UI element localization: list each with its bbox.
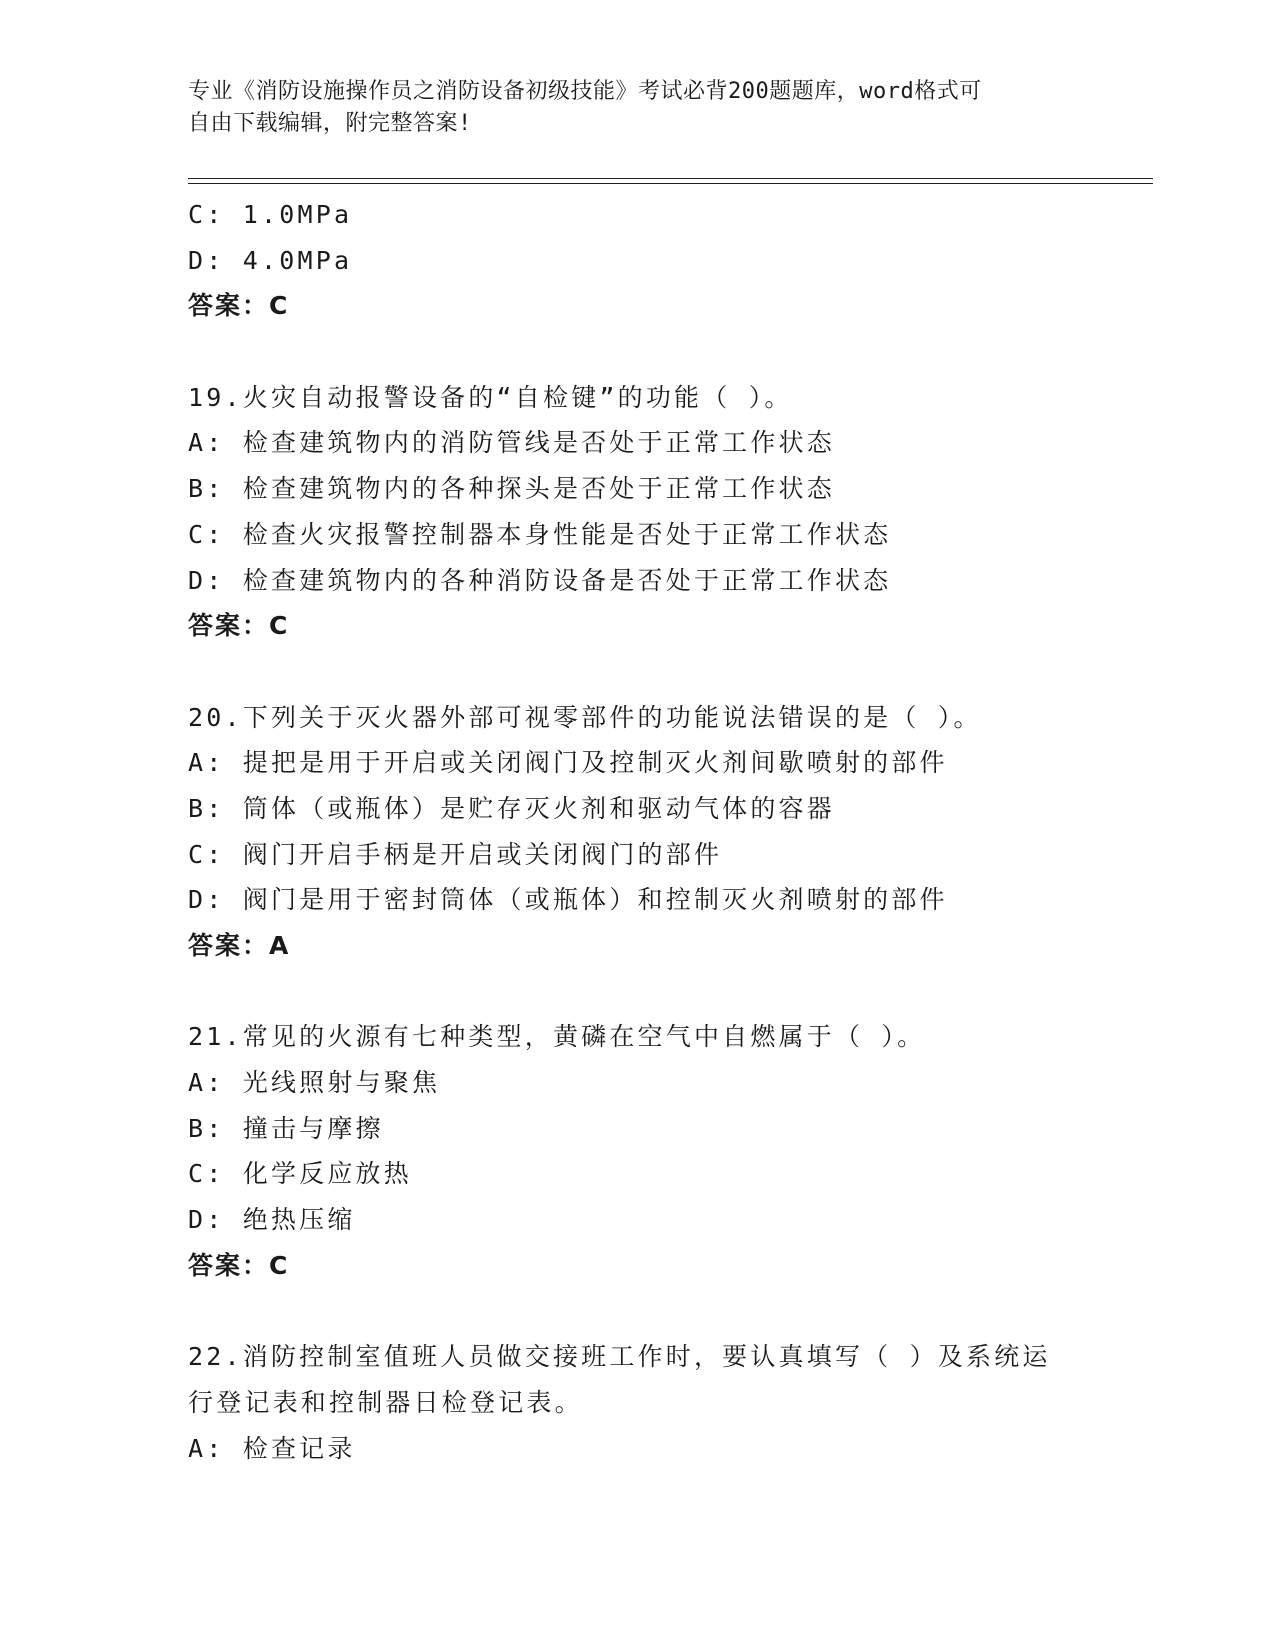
- question-stem: 20.下列关于灭火器外部可视零部件的功能说法错误的是（ ）。: [188, 702, 982, 732]
- option-d: D: 4.0MPa: [188, 245, 353, 275]
- answer-label: 答案：C: [188, 291, 290, 321]
- option-c: C: 化学反应放热: [188, 1159, 412, 1189]
- question-stem-line-1: 22.消防控制室值班人员做交接班工作时，要认真填写（ ）及系统运: [188, 1342, 1051, 1372]
- spacer: [188, 649, 1153, 695]
- answer-label: 答案：C: [188, 1250, 290, 1280]
- page-header: [188, 76, 1088, 140]
- question-block-22: [188, 1334, 1153, 1471]
- spacer: [188, 329, 1153, 375]
- option-c: C: 阀门开启手柄是开启或关闭阀门的部件: [188, 839, 723, 869]
- option-c: C: 检查火灾报警控制器本身性能是否处于正常工作状态: [188, 519, 892, 549]
- option-d: D: 检查建筑物内的各种消防设备是否处于正常工作状态: [188, 565, 892, 595]
- option-a: A: 检查记录: [188, 1433, 356, 1463]
- question-stem: 21.常见的火源有七种类型，黄磷在空气中自燃属于（ ）。: [188, 1022, 926, 1052]
- question-stem: 19.火灾自动报警设备的“自检键”的功能（ ）。: [188, 382, 793, 412]
- question-block-19: [188, 375, 1153, 649]
- option-d: D: 阀门是用于密封筒体（或瓶体）和控制灭火剂喷射的部件: [188, 885, 948, 915]
- option-a: A: 提把是用于开启或关闭阀门及控制灭火剂间歇喷射的部件: [188, 748, 948, 778]
- header-title-line-1: 专业《消防设施操作员之消防设备初级技能》考试必背200题题库，word格式可: [188, 79, 982, 104]
- option-a: A: 光线照射与聚焦: [188, 1068, 441, 1098]
- option-b: B: 检查建筑物内的各种探头是否处于正常工作状态: [188, 474, 835, 504]
- spacer: [188, 1289, 1153, 1335]
- option-b: B: 撞击与摩擦: [188, 1113, 384, 1143]
- header-title-line-2: 自由下载编辑，附完整答案!: [188, 111, 472, 136]
- option-b: B: 筒体（或瓶体）是贮存灭火剂和驱动气体的容器: [188, 793, 835, 823]
- question-list: [188, 192, 1153, 1471]
- option-a: A: 检查建筑物内的消防管线是否处于正常工作状态: [188, 428, 835, 458]
- header-divider-top: [188, 178, 1153, 179]
- question-block-18: [188, 192, 1153, 329]
- question-block-21: [188, 1014, 1153, 1288]
- answer-label: 答案：C: [188, 611, 290, 641]
- header-divider-bottom: [188, 183, 1153, 184]
- question-block-20: [188, 695, 1153, 969]
- spacer: [188, 969, 1153, 1015]
- question-stem-line-2: 行登记表和控制器日检登记表。: [188, 1387, 583, 1417]
- option-d: D: 绝热压缩: [188, 1205, 356, 1235]
- answer-label: 答案：A: [188, 931, 291, 960]
- option-c: C: 1.0MPa: [188, 200, 353, 229]
